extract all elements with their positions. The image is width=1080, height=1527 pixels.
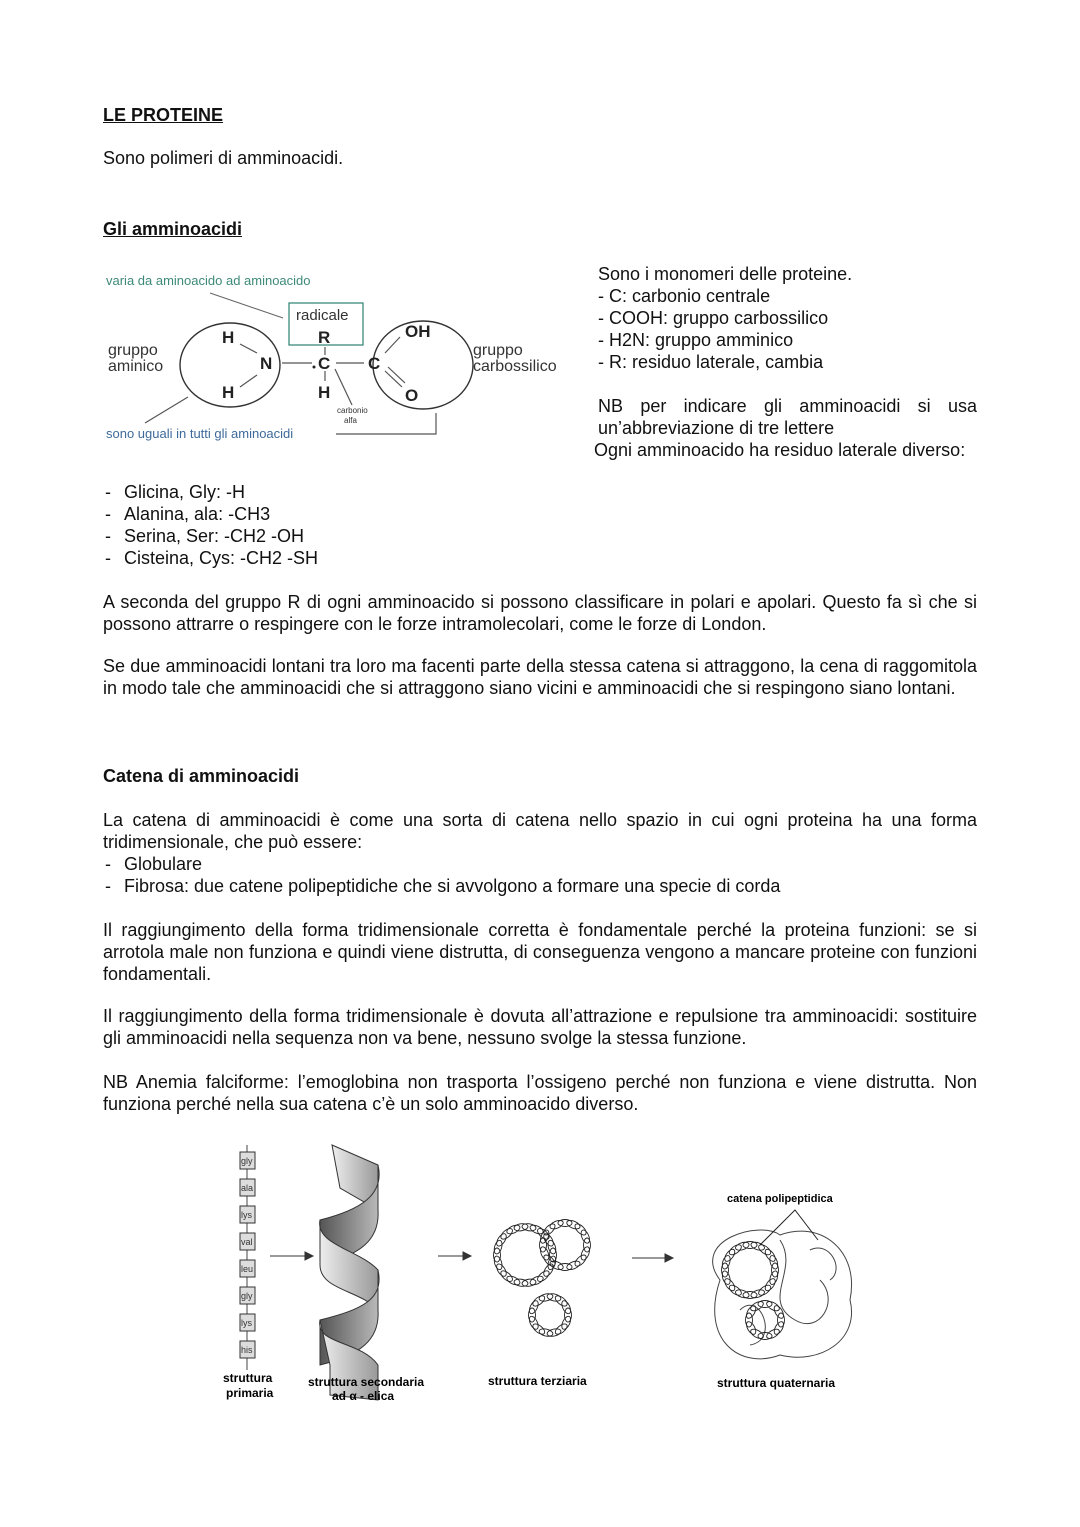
coil-loop [560, 1299, 572, 1315]
coil-loop [566, 1259, 582, 1271]
atom: H [222, 383, 235, 402]
coil-loop [721, 1255, 732, 1270]
gruppo-carbossilico-label: carbossilico [473, 358, 557, 375]
coil-loop [579, 1229, 591, 1245]
coil-loop [538, 1328, 553, 1338]
gruppo-aminico-label: gruppo [108, 342, 158, 359]
coil-loop [506, 1223, 522, 1235]
amino-acid-structure-diagram [100, 265, 580, 445]
atom: H [318, 383, 331, 402]
coil-loop [495, 1262, 508, 1278]
gruppo-aminico-label: aminico [108, 358, 164, 375]
coil-loop [493, 1255, 504, 1270]
leader-line [210, 293, 283, 318]
tertiary-label: struttura terziaria [488, 1374, 587, 1388]
coil-loop [745, 1320, 758, 1336]
residue-label: val [241, 1237, 253, 1247]
atom: C [368, 354, 381, 373]
atom: N [260, 354, 273, 373]
chain-label: catena polipeptidica [727, 1193, 833, 1205]
gruppo-carbossilico-label: gruppo [473, 342, 523, 359]
residue-label: his [241, 1345, 253, 1355]
coil-loop [542, 1222, 557, 1237]
residue-label: gly [241, 1156, 253, 1166]
paragraph: Il raggiungimento della forma tridimensionale è dovuta all’attrazione e repulsione tra amminoacidi: sostituire gli amminoacidi nella sequenza non va bene, nessuno svolge la stessa funzione. [103, 1006, 977, 1048]
diagram-top-note: varia da aminoacido ad aminoacido [106, 273, 311, 288]
atom: R [318, 328, 331, 347]
coil-loop [772, 1304, 785, 1320]
coil-loop [765, 1327, 781, 1340]
list-item: - Cisteina, Cys: -CH2 -SH [103, 547, 977, 569]
list-item: - Serina, Ser: -CH2 -OH [103, 525, 977, 547]
list-item: - Glicina, Gly: -H [103, 481, 977, 503]
coil-loop [573, 1222, 588, 1237]
atom: C [318, 354, 331, 373]
coil-loop [768, 1255, 779, 1270]
coil-loop [573, 1253, 588, 1268]
section-heading-amminoacidi: Gli amminoacidi [103, 219, 243, 239]
amino-acid-list [103, 481, 977, 569]
coil-loop [768, 1270, 779, 1285]
arrow-icon [270, 1252, 313, 1260]
atom: OH [405, 322, 431, 341]
list-item: - Fibrosa: due catene polipeptidiche che si avvolgono a formare una specie di corda [103, 875, 977, 897]
page-title: LE PROTEINE [103, 105, 224, 125]
arrow-icon [632, 1254, 673, 1262]
paragraph: Il raggiungimento della forma tridimensionale corretta è fondamentale perché la proteina funzioni: se si arrotola male non funziona e quindi viene distrutta, di conseguenza vengono a mancare proteine con funzioni fondamentali. [103, 920, 977, 984]
residue-label: lys [241, 1318, 252, 1328]
paragraph-text: La catena di amminoacidi è come una sorta di catena nello spazio in cui ogni proteina ha una forma tridimensionale, che può essere: [103, 810, 977, 852]
alpha-carbon-dot [313, 366, 316, 369]
list-item: - Globulare [103, 853, 977, 875]
atom: H [222, 328, 235, 347]
coil-loop [546, 1292, 561, 1302]
diagram-bottom-note: sono uguali in tutti gli aminoacidi [106, 426, 294, 441]
nb-abbreviation: NB per indicare gli amminoacidi si usa un’abbreviazione di tre lettere [598, 396, 977, 438]
quaternary-label: struttura quaternaria [717, 1376, 836, 1390]
section-heading-catena: Catena di amminoacidi [103, 766, 300, 786]
note-line: - C: carbonio centrale [598, 286, 771, 306]
note-line: Sono i monomeri delle proteine. [598, 264, 853, 284]
tertiary-structure-drawing [493, 1219, 591, 1338]
coil-loop [549, 1219, 565, 1231]
paragraph: A seconda del gruppo R di ogni amminoacido si possono classificare in polari e apolari. Questo fa sì che si possono attrarre o respingere con le forze intramolecolari, come le forze di London. [103, 592, 977, 634]
nb-residue: Ogni amminoacido ha residuo laterale diverso: [594, 440, 966, 460]
bonds [145, 337, 436, 434]
carbonio-alfa-label: alfa [344, 416, 357, 425]
chain-pointer-lines [760, 1210, 818, 1245]
coil-loop [506, 1274, 522, 1286]
primary-label: primaria [226, 1386, 274, 1400]
arrow-icon [438, 1252, 471, 1260]
atom: O [405, 386, 419, 405]
carbonio-alfa-label: carbonio [337, 406, 368, 415]
atoms [222, 322, 431, 405]
note-line: - H2N: gruppo amminico [598, 330, 794, 350]
alpha-helix-drawing [320, 1145, 380, 1400]
coil-loop [529, 1274, 545, 1286]
residue-label: gly [241, 1291, 253, 1301]
note-line: - R: residuo laterale, cambia [598, 352, 824, 372]
paragraph [103, 809, 977, 897]
paragraph: Se due amminoacidi lontani tra loro ma facenti parte della stessa catena si attraggono, la cena di raggomitola in modo tale che amminoacidi che si attraggono siano vicini e amminoacidi che si respingono siano lontani. [103, 656, 977, 698]
coil-loop [735, 1288, 750, 1299]
quaternary-coils [721, 1241, 786, 1341]
primary-label: struttura [223, 1371, 273, 1385]
coil-loop [750, 1288, 765, 1299]
coil-loop [493, 1239, 504, 1254]
radicale-label: radicale [296, 307, 349, 324]
note-line: - COOH: gruppo carbossilico [598, 308, 829, 328]
list-item: - Alanina, ala: -CH3 [103, 503, 977, 525]
coil-loop [749, 1300, 765, 1313]
coil-loop [735, 1241, 750, 1252]
secondary-label: struttura secondaria [308, 1375, 425, 1389]
residue-label: leu [241, 1264, 254, 1274]
coil-loop [721, 1270, 732, 1285]
paragraph: NB Anemia falciforme: l’emoglobina non trasporta l’ossigeno perché non funziona e viene distrutta. Non funziona perché nella sua catena c’è un solo amminoacido diverso. [103, 1072, 977, 1114]
intro-text: Sono polimeri di amminoacidi. [103, 148, 344, 168]
secondary-label: ad α - elica [332, 1389, 395, 1403]
residue-label: ala [241, 1183, 254, 1193]
residue-label: lys [241, 1210, 252, 1220]
monomer-notes [594, 263, 977, 461]
coil-loop [528, 1315, 540, 1331]
protein-structure-figure [220, 1140, 870, 1410]
